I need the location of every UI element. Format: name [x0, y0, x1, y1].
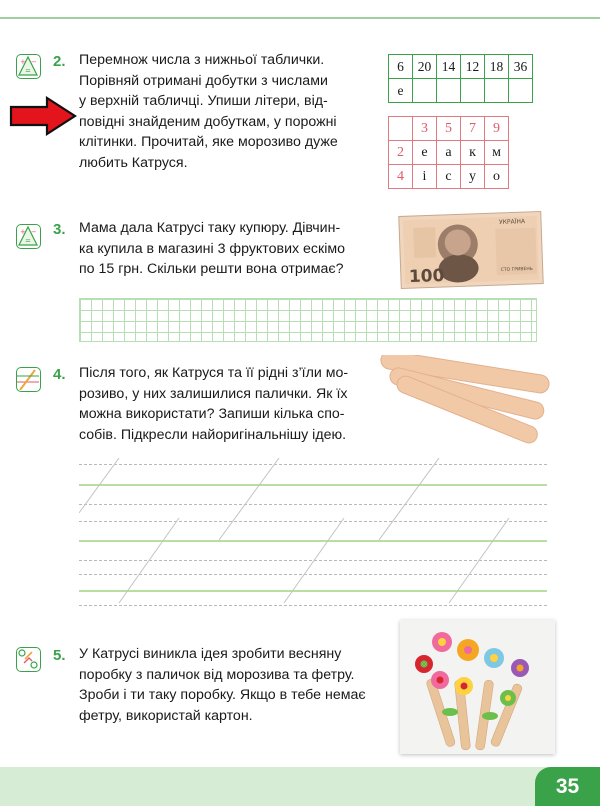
svg-text:=: = — [25, 67, 31, 75]
banknote-country: УКРАЇНА — [498, 218, 526, 227]
top-rule — [0, 17, 600, 19]
task-4-number: 4. — [53, 366, 66, 383]
banknote-denomination: 100 — [408, 265, 445, 288]
page-number: 35 — [535, 767, 600, 806]
products-table: 6 20 14 12 18 36 е — [388, 54, 533, 103]
task-4-text: Після того, як Катруся та її рідні з’їли мо- розиво, у них залишилися палички. Як їх можна використати? Запиши кілька спо- собів. Підкресли найоригінальнішу ідею. — [79, 365, 349, 443]
answer-cell[interactable] — [461, 79, 485, 103]
svg-text:−: − — [31, 58, 37, 66]
answer-cell[interactable] — [509, 79, 533, 103]
ruler-pencil-icon — [16, 367, 41, 392]
banknote-caption: СТО ГРИВЕНЬ — [500, 266, 533, 273]
task-2-number: 2. — [53, 53, 66, 70]
answer-cell[interactable] — [437, 79, 461, 103]
banknote-image — [396, 208, 546, 292]
craft-photo — [400, 620, 555, 754]
writing-lines[interactable] — [79, 458, 547, 608]
svg-text:+: + — [20, 228, 26, 236]
task-3-text: Мама дала Катрусі таку купюру. Дівчин- ка купила в магазині 3 фруктових ескімо по 15 грн. Скільки решти вона отримає? — [79, 220, 346, 277]
operations-icon — [16, 54, 41, 79]
operations-icon — [16, 224, 41, 249]
svg-text:+: + — [20, 58, 26, 66]
task-2-text: Перемнож числа з нижньої таблички. Порівняй отримані добутки з числами у верхній табличці. Упиши літери, від- повідні знайденим добуткам, у порожні клітинки. Прочитай, яке морозиво дуже любить Катруся. — [79, 52, 338, 171]
answer-cell[interactable] — [413, 79, 437, 103]
svg-text:−: − — [31, 228, 37, 236]
task-5-number: 5. — [53, 647, 66, 664]
task-5-text: У Катрусі виникла ідея зробити весняну поробку з паличок від морозива та фетру. Зроби і ти таку поробку. Якщо в тебе немає фетру, використай картон. — [79, 646, 366, 724]
task-3-number: 3. — [53, 221, 66, 238]
multiplication-table: 3 5 7 9 2 е а к м 4 і с у о — [388, 116, 509, 189]
craft-icon — [16, 647, 41, 672]
answer-grid[interactable] — [79, 298, 537, 342]
svg-text:=: = — [25, 237, 31, 245]
footer-band — [0, 767, 600, 806]
ice-cream-sticks-image — [378, 355, 553, 455]
answer-cell[interactable] — [485, 79, 509, 103]
pointer-arrow-icon — [9, 96, 77, 136]
